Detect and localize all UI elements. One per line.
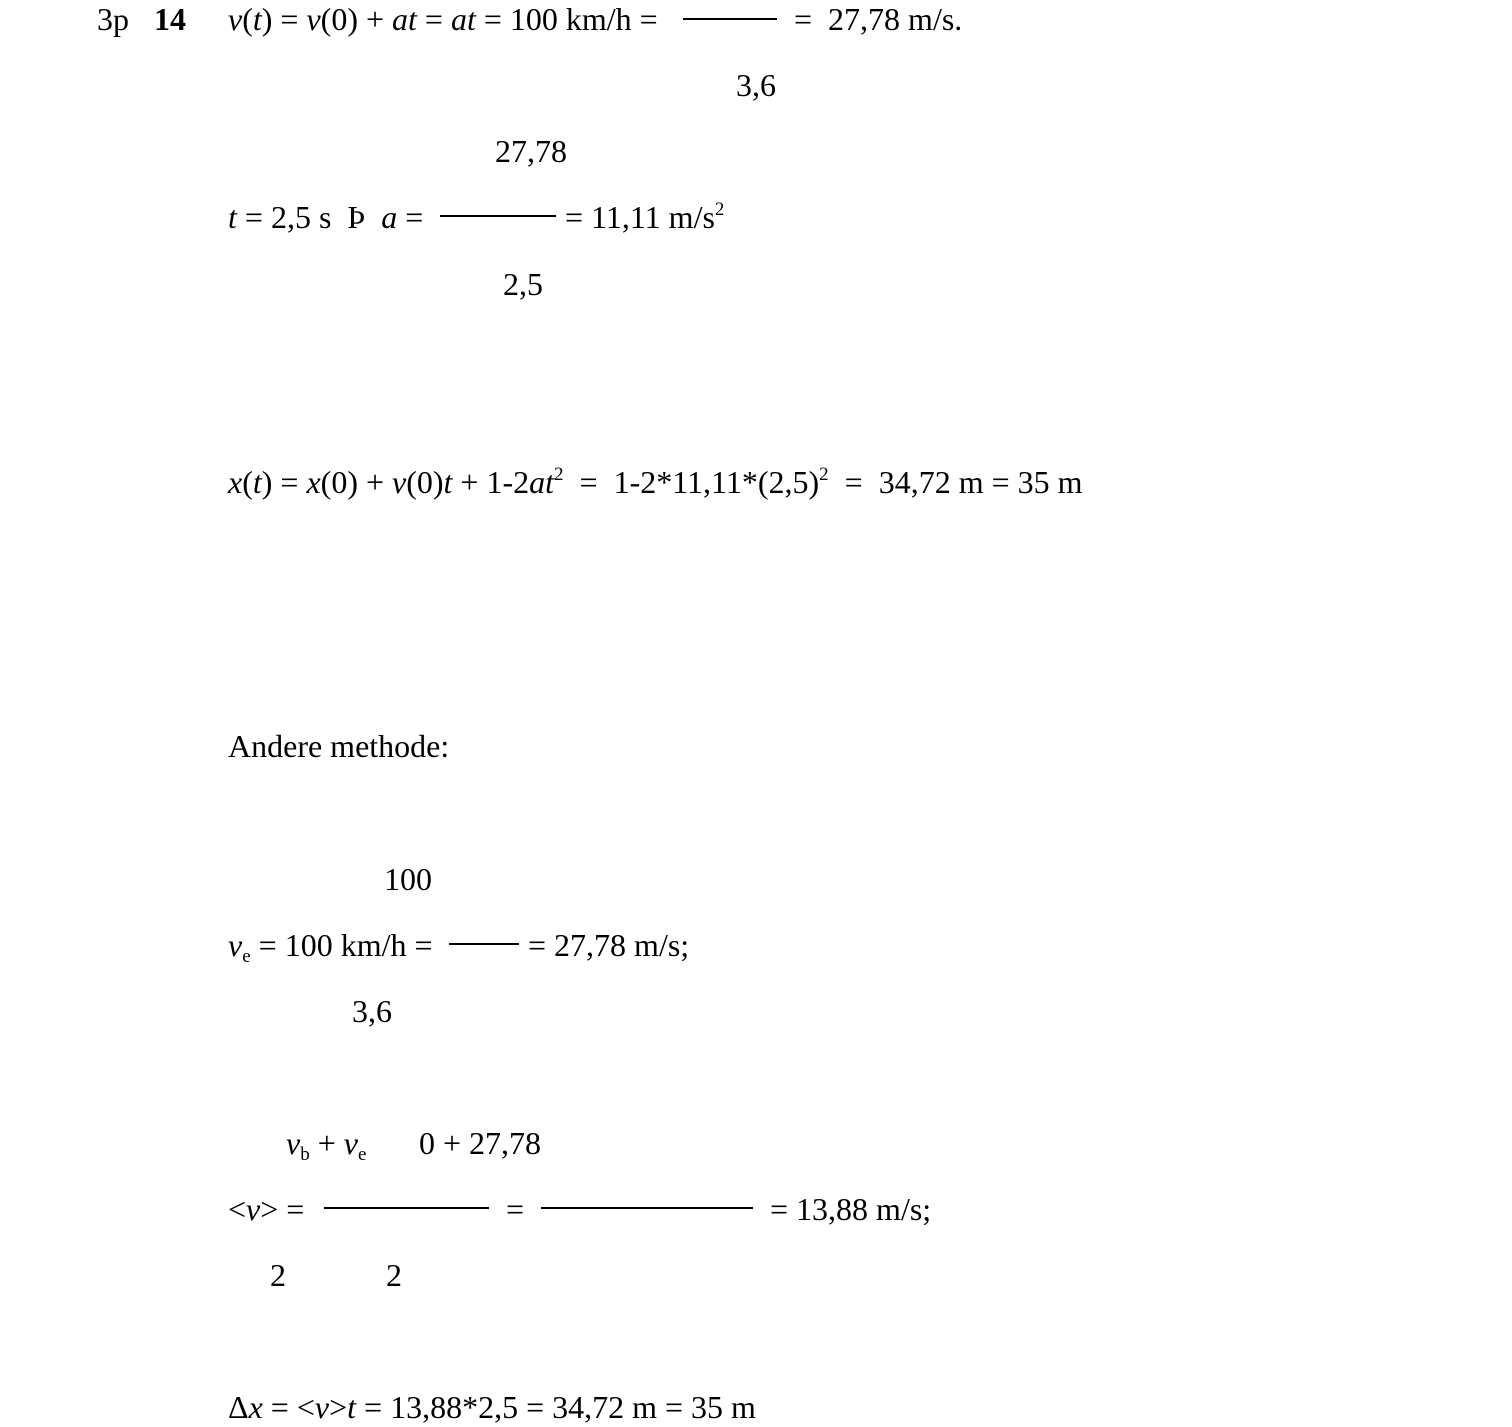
alternative-method-heading: Andere methode: [228, 728, 450, 764]
fraction-denominator: 3,6 [736, 67, 776, 103]
points-label: 3p [97, 1, 129, 37]
fraction-bar [449, 943, 519, 945]
fraction-numerator: 100 [384, 861, 432, 897]
fraction-denominator: 2,5 [503, 266, 543, 302]
fraction-bar [541, 1207, 753, 1209]
equation-end-velocity: ve = 100 km/h = [228, 927, 433, 967]
equation-acceleration-result: = 11,11 $m/s^2$ [565, 199, 725, 235]
equation-average-velocity-result: = 13,88 m/s; [770, 1191, 932, 1227]
equation-velocity-result: = 27,78 m/s. [794, 1, 963, 37]
equation-end-velocity-result: = 27,78 m/s; [528, 927, 690, 963]
fraction-numerator: 0 + 27,78 [419, 1125, 542, 1161]
fraction-bar [683, 18, 777, 20]
equation-displacement: Δx = <v>t = 13,88*2,5 = 34,72 m = 35 m [228, 1389, 756, 1425]
equation-average-velocity: <v> = [228, 1191, 305, 1227]
equation-acceleration: t = 2,5 s Þ a = [228, 199, 424, 235]
fraction-numerator: 27,78 [495, 133, 567, 169]
fraction-bar [324, 1207, 489, 1209]
fraction-denominator: 3,6 [352, 993, 392, 1029]
equation-position: $x(t) = x(0) + v(0)t + 1-2at^2 = 1-2*11,11*(2,5)^2 = 34,72$ m = 35 m [228, 464, 1083, 500]
equals-sign: = [506, 1191, 525, 1227]
fraction-denominator: 2 [386, 1257, 402, 1293]
fraction-bar [440, 215, 556, 217]
problem-number: 14 [154, 1, 186, 37]
fraction-numerator: vb + ve [286, 1125, 367, 1165]
equation-velocity: v(t) = v(0) + at = at = 100 km/h = [228, 1, 658, 37]
fraction-denominator: 2 [270, 1257, 286, 1293]
